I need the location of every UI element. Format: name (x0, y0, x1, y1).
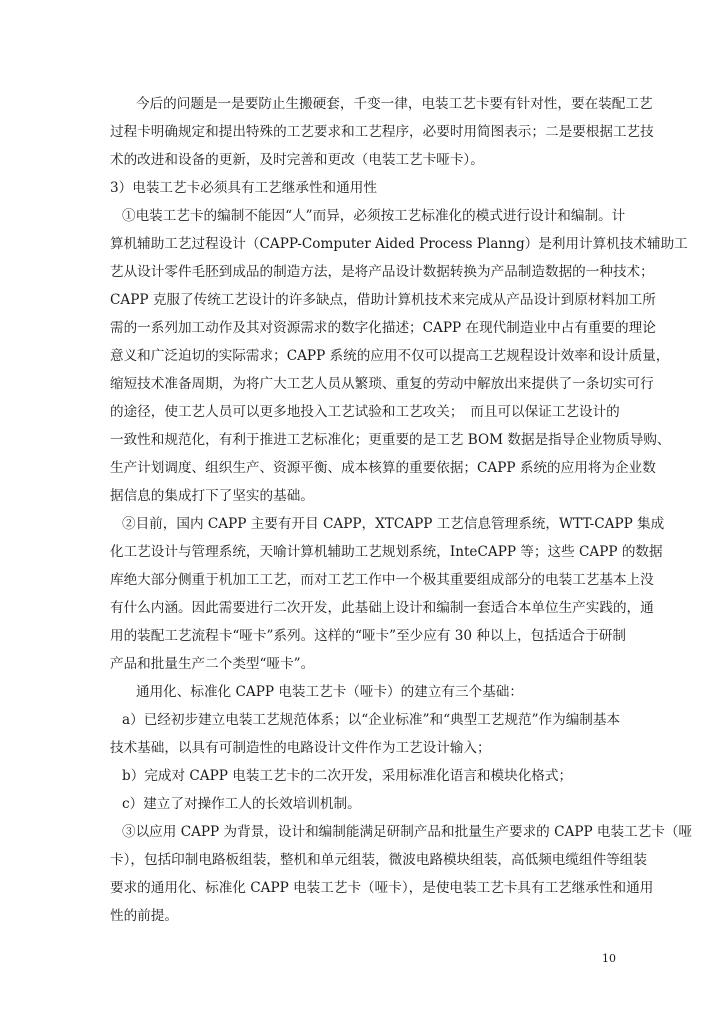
text-line: ③以应用 CAPP 为背景，设计和编制能满足研制产品和批量生产要求的 CAPP 电装工艺卡（哑 (122, 824, 693, 840)
text-line: b）完成对 CAPP 电装工艺卡的二次开发，采用标准化语言和模块化格式； (122, 768, 573, 784)
text-line: 据信息的集成打下了坚实的基础。 (110, 488, 314, 504)
text-line: 过程卡明确规定和提出特殊的工艺要求和工艺程序，必要时用简图表示；二是要根据工艺技 (110, 124, 654, 140)
text-line: 今后的问题是一是要防止生搬硬套，千变一律，电装工艺卡要有针对性，要在装配工艺 (136, 96, 653, 112)
text-line: 技术基础，以具有可制造性的电路设计文件作为工艺设计输入； (110, 740, 491, 756)
text-line: 需的一系列加工动作及其对资源需求的数字化描述；CAPP 在现代制造业中占有重要的理论 (110, 320, 656, 336)
text-line: 术的改进和设备的更新，及时完善和更改（电装工艺卡哑卡）。 (110, 152, 484, 168)
text-line: 性的前提。 (110, 908, 178, 924)
page-number: 10 (602, 952, 616, 965)
text-line: 要求的通用化、标准化 CAPP 电装工艺卡（哑卡），是使电装工艺卡具有工艺继承性和通用 (110, 880, 654, 896)
text-line: 产品和批量生产二个类型“哑卡”。 (110, 656, 315, 672)
text-line: CAPP 克服了传统工艺设计的许多缺点，借助计算机技术来完成从产品设计到原材料加工所 (110, 292, 656, 308)
text-line: 一致性和规范化，有利于推进工艺标准化；更重要的是工艺 BOM 数据是指导企业物质导购、 (110, 432, 671, 448)
text-line: 生产计划调度、组织生产、资源平衡、成本核算的重要依据；CAPP 系统的应用将为企业数 (110, 460, 656, 476)
text-line: a）已经初步建立电装工艺规范体系；以“企业标准”和“典型工艺规范”作为编制基本 (122, 712, 621, 728)
text-line: 库绝大部分侧重于机加工工艺，而对工艺工作中一个极其重要组成部分的电装工艺基本上没 (110, 572, 654, 588)
text-line: ①电装工艺卡的编制不能因“人”而异，必须按工艺标准化的模式进行设计和编制。计 (122, 208, 626, 224)
text-line: 艺从设计零件毛胚到成品的制造方法，是将产品设计数据转换为产品制造数据的一种技术； (110, 264, 654, 280)
text-line: ②目前，国内 CAPP 主要有开目 CAPP，XTCAPP 工艺信息管理系统，WTT-CAPP 集成 (122, 516, 665, 532)
text-line: 化工艺设计与管理系统，天喻计算机辅助工艺规划系统，InteCAPP 等；这些 CAPP 的数据 (110, 544, 663, 560)
text-line: 通用化、标准化 CAPP 电装工艺卡（哑卡）的建立有三个基础： (136, 684, 523, 700)
text-line: 的途径，使工艺人员可以更多地投入工艺试验和工艺攻关； 而且可以保证工艺设计的 (110, 404, 620, 420)
text-line: 卡），包括印制电路板组装，整机和单元组装，微波电路模块组装，高低频电缆组件等组装 (110, 852, 647, 868)
text-line: 缩短技术准备周期，为将广大工艺人员从繁琐、重复的劳动中解放出来提供了一条切实可行 (110, 376, 654, 392)
text-line: 算机辅助工艺过程设计（CAPP-Computer Aided Process Planng）是利用计算机技术辅助工 (110, 236, 688, 252)
text-line: 意义和广泛迫切的实际需求；CAPP 系统的应用不仅可以提高工艺规程设计效率和设计质量， (110, 348, 670, 364)
text-line: c）建立了对操作工人的长效培训机制。 (122, 796, 361, 812)
section-heading: 3）电装工艺卡必须具有工艺继承性和通用性 (110, 180, 377, 196)
text-line: 用的装配工艺流程卡“哑卡”系列。这样的“哑卡”至少应有 30 种以上，包括适合于研制 (110, 628, 626, 644)
text-line: 有什么内涵。因此需要进行二次开发，此基础上设计和编制一套适合本单位生产实践的，通 (110, 600, 654, 616)
